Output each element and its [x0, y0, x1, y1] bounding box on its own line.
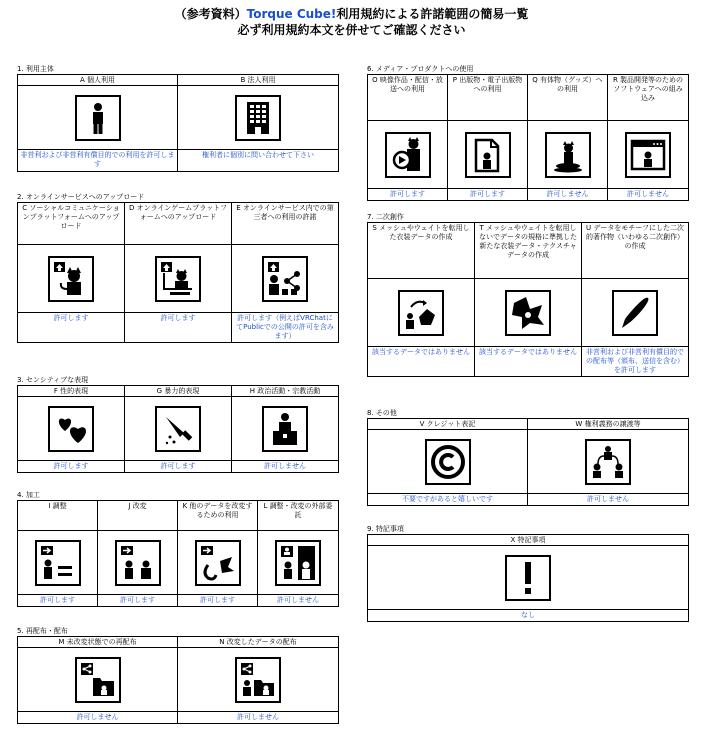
- permission-cell: [258, 501, 338, 606]
- section-1: [17, 64, 339, 172]
- section-4: [17, 490, 339, 607]
- cloth-transfer-icon: [398, 290, 444, 336]
- copyright-icon: [425, 439, 471, 485]
- section-9: [367, 524, 689, 622]
- transfer-rights-icon: [585, 439, 631, 485]
- permission-cell: [528, 419, 688, 505]
- cell-result: 許可しません: [587, 495, 629, 503]
- cell-result: 許可します: [200, 596, 235, 604]
- upload-avatar-icon: [48, 256, 94, 302]
- cell-result: 許可します: [120, 596, 155, 604]
- cell-caption: B 法人利用: [178, 75, 338, 86]
- cell-result: 許可しません: [264, 462, 306, 470]
- distribute-modified-icon: [235, 657, 281, 703]
- cell-caption: L 調整・改変の外部委託: [258, 501, 338, 531]
- cell-result: 許可しません: [546, 190, 589, 198]
- permission-table: [17, 500, 339, 607]
- modify-icon: [115, 540, 161, 586]
- permission-cell: [528, 75, 608, 200]
- permission-cell: [18, 75, 178, 171]
- software-icon: [625, 132, 671, 178]
- permission-table: [17, 385, 339, 473]
- permission-cell: [125, 203, 232, 342]
- cell-caption: R 製品開発等のためのソフトウェアへの組み込み: [608, 75, 688, 121]
- permission-cell: [368, 419, 528, 505]
- cell-caption: K 他のデータを改変するための利用: [178, 501, 257, 531]
- knife-icon: [155, 406, 201, 452]
- adjust-icon: [35, 540, 81, 586]
- cell-caption: A 個人利用: [18, 75, 177, 86]
- cell-caption: O 映像作品・配信・放送への利用: [368, 75, 447, 121]
- section-title: 2. オンラインサービスへのアップロード: [17, 193, 145, 201]
- cell-caption: T メッシュやウェイトを転用しないでデータの規格に準拠した新たな衣装データ・テクスチャデータの作成: [475, 223, 581, 279]
- cell-caption: S メッシュやウェイトを転用した衣装データの作成: [368, 223, 474, 279]
- cell-caption: P 出版物・電子出版物への利用: [448, 75, 527, 121]
- permission-table: [17, 636, 339, 724]
- permission-cell: [368, 223, 475, 376]
- cloth-new-icon: [505, 290, 551, 336]
- permission-cell: [18, 203, 125, 342]
- permission-cell: [368, 535, 688, 621]
- permission-cell: [368, 75, 448, 200]
- section-2: [17, 192, 339, 343]
- share-network-icon: [262, 256, 308, 302]
- cell-caption: U データをモチーフにした二次的著作物（いわゆる二次創作）の作成: [582, 223, 688, 279]
- section-title: 9. 特記事項: [367, 525, 404, 533]
- section-title: 3. センシティブな表現: [17, 376, 89, 384]
- podium-icon: [262, 406, 308, 452]
- cell-caption: E オンラインサービス内での第三者への利用の許諾: [232, 203, 338, 245]
- building-icon: [235, 95, 281, 141]
- cell-result: 許可します: [53, 314, 89, 322]
- section-title: 4. 加工: [17, 491, 40, 499]
- cell-caption: J 改変: [98, 501, 177, 531]
- permission-cell: [98, 501, 178, 606]
- exclamation-icon: [505, 555, 551, 601]
- cell-caption: N 改変したデータの配布: [178, 637, 338, 648]
- cell-caption: X 特記事項: [368, 535, 688, 546]
- cell-result: 非営利および非営利有償目的での配布等（頒布、送信を含む）を許可します: [586, 348, 684, 374]
- cell-result: 許可します: [53, 462, 89, 470]
- permission-cell: [582, 223, 688, 376]
- cell-caption: M 未改変状態での再配布: [18, 637, 177, 648]
- use-for-other-icon: [195, 540, 241, 586]
- permission-table: [17, 202, 339, 343]
- redistribute-icon: [75, 657, 121, 703]
- permission-cell: [178, 637, 338, 723]
- cell-result: 許可します: [160, 314, 196, 322]
- cell-result: 許可します: [160, 462, 196, 470]
- section-5: [17, 626, 339, 724]
- cell-caption: V クレジット表記: [368, 419, 527, 430]
- publication-icon: [465, 132, 511, 178]
- permission-cell: [178, 75, 338, 171]
- permission-cell: [18, 386, 125, 472]
- cell-caption: H 政治活動・宗教活動: [232, 386, 338, 397]
- permission-cell: [232, 386, 338, 472]
- permission-cell: [18, 501, 98, 606]
- section-title: 6. メディア・プロダクトへの使用: [367, 65, 474, 73]
- section-title: 7. 二次創作: [367, 213, 404, 221]
- section-title: 8. その他: [367, 409, 397, 417]
- outsource-icon: [275, 540, 321, 586]
- goods-icon: [545, 132, 591, 178]
- header-line-2: 必ず利用規約本文を併せてご確認ください: [237, 23, 466, 37]
- permission-cell: [18, 637, 178, 723]
- permission-table: [367, 534, 689, 622]
- cell-result: 該当するデータではありません: [372, 348, 470, 356]
- person-icon: [75, 95, 121, 141]
- cell-result: 許可しません: [237, 713, 279, 721]
- permission-cell: [125, 386, 232, 472]
- section-6: [367, 64, 689, 201]
- permission-table: [367, 222, 689, 377]
- cell-caption: C ソーシャルコミュニケーションプラットフォームへのアップロード: [18, 203, 124, 245]
- permission-cell: [178, 501, 258, 606]
- cell-caption: F 性的表現: [18, 386, 124, 397]
- permission-cell: [448, 75, 528, 200]
- cell-result: 非営利および非営利有償目的での利用を許可します: [20, 151, 175, 168]
- section-3: [17, 375, 339, 473]
- brand-name: Torque Cube!: [246, 7, 337, 21]
- cell-result: 許可しません: [76, 713, 119, 721]
- permission-cell: [475, 223, 582, 376]
- section-8: [367, 408, 689, 506]
- cell-result: 該当するデータではありません: [479, 348, 577, 356]
- cell-result: 許可しません: [277, 596, 319, 604]
- permission-cell: [232, 203, 338, 342]
- cell-caption: Q 有体物（グッズ）への利用: [528, 75, 607, 121]
- cell-result: 許可します: [470, 190, 505, 198]
- pen-icon: [612, 290, 658, 336]
- cell-caption: I 調整: [18, 501, 97, 531]
- header-line-1: （参考資料）Torque Cube!利用規約による許諾範囲の簡易一覧: [174, 7, 529, 21]
- cell-result: 不要ですがあると嬉しいです: [402, 495, 493, 503]
- cell-result: なし: [521, 611, 535, 619]
- cell-caption: W 権利義務の譲渡等: [528, 419, 688, 430]
- cell-result: 許可します（例えばVRChatにてPublicでの公開の許可を含みます）: [236, 314, 334, 340]
- document-header: [0, 6, 703, 38]
- cell-result: 許可します: [390, 190, 425, 198]
- permission-table: [367, 74, 689, 201]
- video-icon: [385, 132, 431, 178]
- section-title: 1. 利用主体: [17, 65, 54, 73]
- permission-table: [367, 418, 689, 506]
- upload-game-icon: [155, 256, 201, 302]
- cell-caption: D オンラインゲームプラットフォームへのアップロード: [125, 203, 231, 245]
- section-7: [367, 212, 689, 377]
- cell-result: 権利者に個別に問い合わせて下さい: [202, 151, 314, 159]
- hearts-icon: [48, 406, 94, 452]
- cell-caption: G 暴力的表現: [125, 386, 231, 397]
- permission-cell: [608, 75, 688, 200]
- permission-table: [17, 74, 339, 172]
- section-title: 5. 再配布・配布: [17, 627, 68, 635]
- cell-result: 許可します: [40, 596, 75, 604]
- cell-result: 許可しません: [627, 190, 669, 198]
